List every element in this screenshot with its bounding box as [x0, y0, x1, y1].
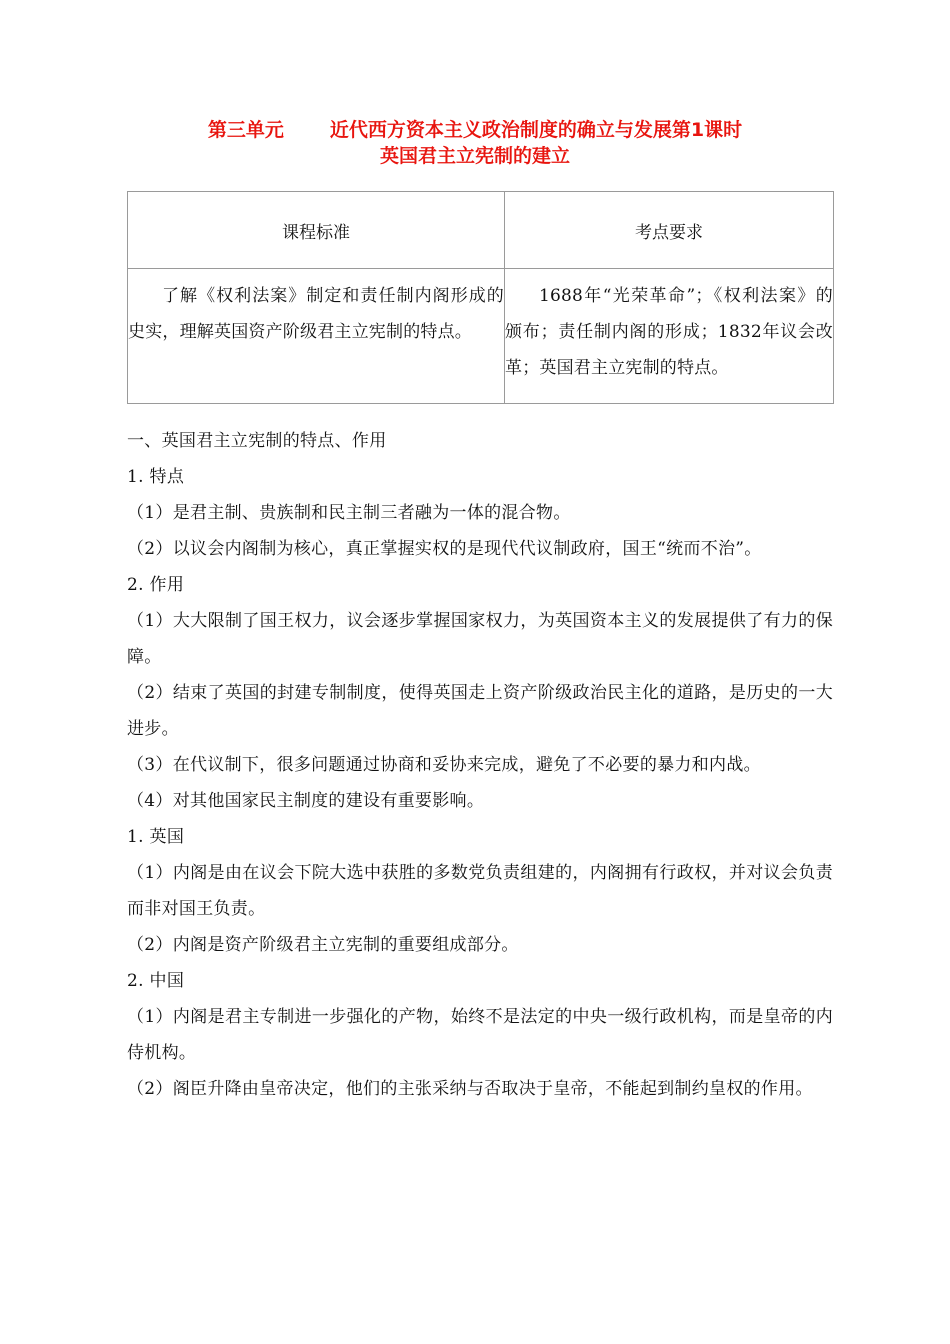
paragraph: （1）大大限制了国王权力，议会逐步掌握国家权力，为英国资本主义的发展提供了有力的保障。 — [127, 611, 833, 667]
document-body — [127, 423, 833, 1107]
subheading: 2. 中国 — [127, 971, 185, 991]
paragraph: （1）内阁是君主专制进一步强化的产物，始终不是法定的中央一级行政机构，而是皇帝的内侍机构。 — [127, 1007, 833, 1063]
subheading: 1. 英国 — [127, 827, 185, 847]
subheading: 1. 特点 — [127, 467, 185, 487]
paragraph: （1）是君主制、贵族制和民主制三者融为一体的混合物。 — [127, 503, 571, 523]
paragraph: （4）对其他国家民主制度的建设有重要影响。 — [127, 791, 485, 811]
paragraph: （2）以议会内阁制为核心，真正掌握实权的是现代代议制政府，国王“统而不治”。 — [127, 539, 762, 559]
curriculum-table — [127, 191, 834, 404]
subheading: 2. 作用 — [127, 575, 185, 595]
unit-label: 第三单元 — [207, 119, 284, 141]
section-heading: 一、英国君主立宪制的特点、作用 — [127, 431, 387, 451]
table-header-row — [128, 192, 834, 269]
paragraph: （2）结束了英国的封建专制制度，使得英国走上资产阶级政治民主化的道路，是历史的一大进步。 — [127, 683, 833, 739]
table-row — [128, 269, 834, 404]
table-cell — [505, 269, 834, 404]
curriculum-standard-text: 了解《权利法案》制定和责任制内阁形成的史实，理解英国资产阶级君主立宪制的特点。 — [128, 286, 504, 342]
unit-subtitle: 近代西方资本主义政治制度的确立与发展第1课时 — [329, 119, 743, 141]
table-cell — [128, 269, 505, 404]
paragraph: （2）内阁是资产阶级君主立宪制的重要组成部分。 — [127, 935, 519, 955]
table-header-cell: 课程标准 — [128, 192, 505, 269]
exam-requirement-text: 1688年“光荣革命”；《权利法案》的颁布；责任制内阁的形成；1832年议会改革；英国君主立宪制的特点。 — [505, 286, 833, 378]
paragraph: （3）在代议制下，很多问题通过协商和妥协来完成，避免了不必要的暴力和内战。 — [127, 755, 761, 775]
page-title-line-2: 英国君主立宪制的建立 — [379, 145, 570, 167]
page-title-line-1 — [0, 117, 950, 143]
table-header-cell: 考点要求 — [505, 192, 834, 269]
paragraph: （1）内阁是由在议会下院大选中获胜的多数党负责组建的，内阁拥有行政权，并对议会负责而非对国王负责。 — [127, 863, 833, 919]
paragraph: （2）阁臣升降由皇帝决定，他们的主张采纳与否取决于皇帝，不能起到制约皇权的作用。 — [127, 1079, 813, 1099]
